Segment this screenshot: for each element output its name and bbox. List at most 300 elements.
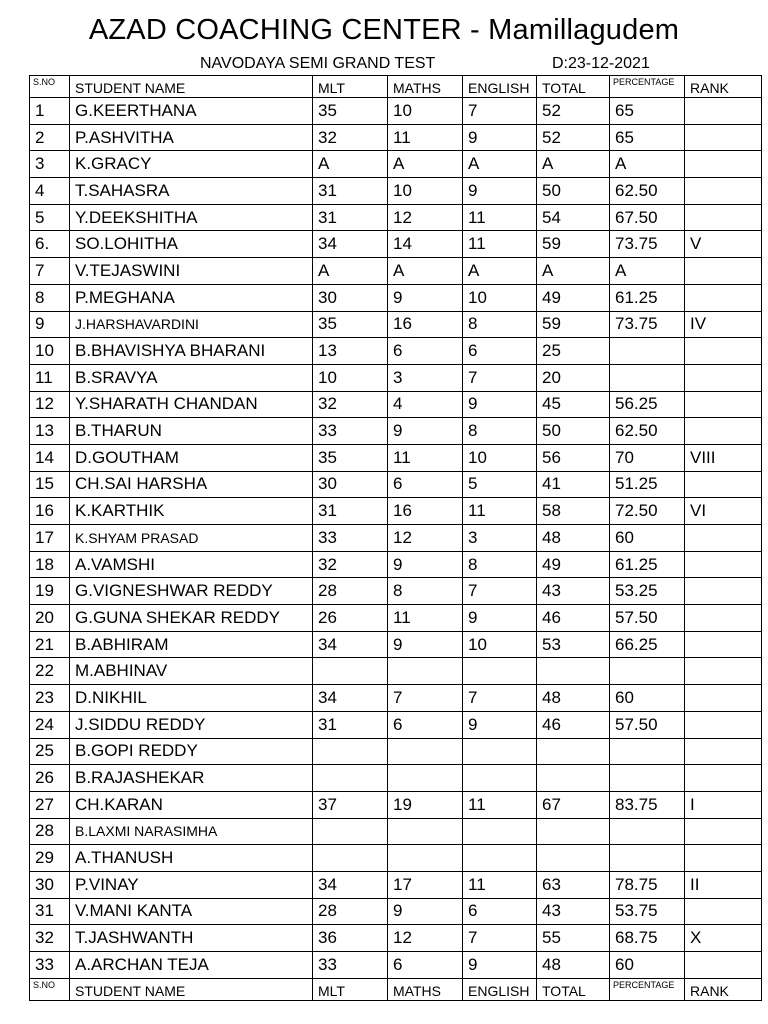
cell-mlt: 33 — [313, 952, 388, 979]
header-total: TOTAL — [537, 76, 610, 98]
cell-sno: 32 — [30, 925, 70, 952]
table-row — [30, 471, 762, 498]
cell-english: 10 — [463, 444, 537, 471]
cell-total — [537, 658, 610, 685]
cell-student-name: M.ABHINAV — [70, 658, 313, 685]
cell-maths: 16 — [388, 311, 463, 338]
cell-total: 63 — [537, 871, 610, 898]
cell-percentage: 60 — [610, 525, 685, 552]
cell-mlt: 35 — [313, 311, 388, 338]
cell-student-name: B.BHAVISHYA BHARANI — [70, 338, 313, 365]
table-row — [30, 418, 762, 445]
cell-sno: 3 — [30, 151, 70, 178]
cell-rank — [685, 204, 762, 231]
cell-english: 10 — [463, 631, 537, 658]
cell-sno: 2 — [30, 124, 70, 151]
cell-total: 49 — [537, 551, 610, 578]
cell-student-name: B.RAJASHEKAR — [70, 765, 313, 792]
cell-mlt — [313, 738, 388, 765]
cell-mlt — [313, 818, 388, 845]
cell-english: 9 — [463, 952, 537, 979]
cell-student-name: P.VINAY — [70, 871, 313, 898]
cell-english: A — [463, 151, 537, 178]
cell-mlt: 28 — [313, 578, 388, 605]
cell-sno: 18 — [30, 551, 70, 578]
cell-student-name: A.ARCHAN TEJA — [70, 952, 313, 979]
table-row — [30, 391, 762, 418]
table-row — [30, 338, 762, 365]
cell-maths: 9 — [388, 631, 463, 658]
cell-percentage: 65 — [610, 98, 685, 125]
cell-maths: 6 — [388, 952, 463, 979]
table-row — [30, 444, 762, 471]
cell-mlt: 33 — [313, 525, 388, 552]
cell-rank: VI — [685, 498, 762, 525]
table-row — [30, 124, 762, 151]
cell-maths: 6 — [388, 711, 463, 738]
cell-rank — [685, 98, 762, 125]
cell-total: 46 — [537, 605, 610, 632]
cell-total: 43 — [537, 578, 610, 605]
table-row — [30, 791, 762, 818]
cell-rank: V — [685, 231, 762, 258]
cell-maths: 4 — [388, 391, 463, 418]
cell-english: 7 — [463, 578, 537, 605]
cell-rank — [685, 578, 762, 605]
header-percentage: PERCENTAGE — [610, 76, 685, 98]
cell-maths: 17 — [388, 871, 463, 898]
cell-maths — [388, 738, 463, 765]
cell-percentage: 57.50 — [610, 605, 685, 632]
cell-percentage: 65 — [610, 124, 685, 151]
cell-student-name: A.THANUSH — [70, 845, 313, 872]
cell-sno: 4 — [30, 178, 70, 205]
cell-sno: 27 — [30, 791, 70, 818]
cell-sno: 16 — [30, 498, 70, 525]
cell-percentage: 73.75 — [610, 311, 685, 338]
table-row — [30, 631, 762, 658]
cell-student-name: Y.SHARATH CHANDAN — [70, 391, 313, 418]
cell-rank — [685, 738, 762, 765]
cell-total: A — [537, 151, 610, 178]
cell-english: 9 — [463, 711, 537, 738]
cell-total: 48 — [537, 952, 610, 979]
cell-maths: 6 — [388, 338, 463, 365]
table-row — [30, 151, 762, 178]
document-title: AZAD COACHING CENTER - Mamillagudem — [88, 14, 680, 46]
cell-sno: 17 — [30, 525, 70, 552]
cell-english: 9 — [463, 178, 537, 205]
cell-rank — [685, 845, 762, 872]
cell-total: 20 — [537, 364, 610, 391]
cell-sno: 20 — [30, 605, 70, 632]
cell-total: 54 — [537, 204, 610, 231]
cell-english: 7 — [463, 98, 537, 125]
table-row — [30, 925, 762, 952]
cell-sno: 15 — [30, 471, 70, 498]
cell-mlt: 30 — [313, 284, 388, 311]
cell-sno: 25 — [30, 738, 70, 765]
cell-english — [463, 765, 537, 792]
table-row — [30, 952, 762, 979]
table-row — [30, 658, 762, 685]
cell-total: 58 — [537, 498, 610, 525]
cell-percentage: 61.25 — [610, 284, 685, 311]
cell-maths: 11 — [388, 124, 463, 151]
cell-maths: 9 — [388, 418, 463, 445]
cell-total — [537, 738, 610, 765]
cell-mlt: 33 — [313, 418, 388, 445]
cell-mlt: 34 — [313, 685, 388, 712]
cell-sno: 29 — [30, 845, 70, 872]
marks-table — [29, 75, 762, 1001]
header-english: ENGLISH — [463, 76, 537, 98]
cell-student-name: K.KARTHIK — [70, 498, 313, 525]
cell-percentage: 72.50 — [610, 498, 685, 525]
cell-total: 48 — [537, 685, 610, 712]
cell-rank: IV — [685, 311, 762, 338]
cell-total: 43 — [537, 898, 610, 925]
cell-english: 6 — [463, 898, 537, 925]
cell-student-name: G.KEERTHANA — [70, 98, 313, 125]
cell-student-name: P.ASHVITHA — [70, 124, 313, 151]
cell-maths: A — [388, 258, 463, 285]
cell-english: 9 — [463, 605, 537, 632]
table-row — [30, 98, 762, 125]
cell-english: 11 — [463, 204, 537, 231]
cell-rank — [685, 711, 762, 738]
cell-student-name: T.JASHWANTH — [70, 925, 313, 952]
test-name: NAVODAYA SEMI GRAND TEST — [200, 55, 436, 72]
table-row — [30, 498, 762, 525]
cell-mlt: 31 — [313, 498, 388, 525]
cell-rank — [685, 952, 762, 979]
cell-maths: 12 — [388, 925, 463, 952]
cell-percentage: 70 — [610, 444, 685, 471]
cell-rank — [685, 898, 762, 925]
cell-english: 11 — [463, 871, 537, 898]
cell-percentage — [610, 338, 685, 365]
cell-maths: 3 — [388, 364, 463, 391]
cell-maths: 9 — [388, 898, 463, 925]
cell-total: 59 — [537, 311, 610, 338]
cell-mlt: 13 — [313, 338, 388, 365]
cell-total — [537, 765, 610, 792]
cell-maths: 7 — [388, 685, 463, 712]
cell-percentage: 73.75 — [610, 231, 685, 258]
cell-percentage — [610, 364, 685, 391]
cell-rank — [685, 258, 762, 285]
cell-english: A — [463, 258, 537, 285]
cell-english: 9 — [463, 124, 537, 151]
cell-english: 9 — [463, 391, 537, 418]
cell-maths: A — [388, 151, 463, 178]
cell-english — [463, 658, 537, 685]
cell-maths — [388, 845, 463, 872]
cell-percentage: 62.50 — [610, 418, 685, 445]
cell-rank — [685, 818, 762, 845]
cell-sno: 21 — [30, 631, 70, 658]
cell-sno: 5 — [30, 204, 70, 231]
table-row — [30, 898, 762, 925]
cell-sno: 33 — [30, 952, 70, 979]
cell-student-name: K.GRACY — [70, 151, 313, 178]
cell-total: 45 — [537, 391, 610, 418]
cell-mlt: 34 — [313, 871, 388, 898]
cell-rank — [685, 284, 762, 311]
cell-student-name: B.ABHIRAM — [70, 631, 313, 658]
cell-sno: 24 — [30, 711, 70, 738]
cell-student-name: B.LAXMI NARASIMHA — [70, 818, 313, 845]
cell-student-name: A.VAMSHI — [70, 551, 313, 578]
cell-total: 67 — [537, 791, 610, 818]
cell-english: 10 — [463, 284, 537, 311]
cell-sno: 1 — [30, 98, 70, 125]
cell-mlt: 10 — [313, 364, 388, 391]
cell-total — [537, 818, 610, 845]
cell-maths: 19 — [388, 791, 463, 818]
cell-sno: 31 — [30, 898, 70, 925]
cell-mlt: 34 — [313, 631, 388, 658]
cell-english: 8 — [463, 418, 537, 445]
cell-percentage — [610, 845, 685, 872]
cell-sno: 8 — [30, 284, 70, 311]
cell-rank — [685, 525, 762, 552]
cell-rank — [685, 551, 762, 578]
cell-mlt: 30 — [313, 471, 388, 498]
cell-mlt: A — [313, 151, 388, 178]
cell-percentage: 67.50 — [610, 204, 685, 231]
cell-mlt: 31 — [313, 204, 388, 231]
cell-percentage: 56.25 — [610, 391, 685, 418]
cell-maths: 8 — [388, 578, 463, 605]
table-row — [30, 204, 762, 231]
table-footer-row — [30, 978, 762, 1000]
cell-rank — [685, 338, 762, 365]
cell-total: 50 — [537, 178, 610, 205]
cell-student-name: V.MANI KANTA — [70, 898, 313, 925]
footer-rank: RANK — [685, 978, 762, 1000]
table-row — [30, 525, 762, 552]
cell-mlt: 32 — [313, 391, 388, 418]
cell-english: 7 — [463, 925, 537, 952]
cell-rank — [685, 364, 762, 391]
cell-rank — [685, 605, 762, 632]
cell-english: 3 — [463, 525, 537, 552]
cell-maths — [388, 765, 463, 792]
table-body — [30, 98, 762, 979]
cell-sno: 28 — [30, 818, 70, 845]
cell-rank: I — [685, 791, 762, 818]
cell-mlt: 31 — [313, 178, 388, 205]
cell-total: 55 — [537, 925, 610, 952]
cell-percentage: 51.25 — [610, 471, 685, 498]
cell-mlt: 34 — [313, 231, 388, 258]
cell-student-name: J.SIDDU REDDY — [70, 711, 313, 738]
footer-total: TOTAL — [537, 978, 610, 1000]
cell-student-name: G.GUNA SHEKAR REDDY — [70, 605, 313, 632]
header-mlt: MLT — [313, 76, 388, 98]
cell-english — [463, 818, 537, 845]
cell-percentage — [610, 738, 685, 765]
cell-sno: 7 — [30, 258, 70, 285]
cell-maths — [388, 658, 463, 685]
cell-maths: 10 — [388, 178, 463, 205]
test-date: D:23-12-2021 — [552, 55, 650, 72]
cell-mlt — [313, 765, 388, 792]
cell-student-name: SO.LOHITHA — [70, 231, 313, 258]
cell-english: 11 — [463, 498, 537, 525]
table-row — [30, 765, 762, 792]
cell-total: 48 — [537, 525, 610, 552]
cell-percentage: 62.50 — [610, 178, 685, 205]
footer-maths: MATHS — [388, 978, 463, 1000]
cell-student-name: CH.KARAN — [70, 791, 313, 818]
cell-student-name: CH.SAI HARSHA — [70, 471, 313, 498]
cell-percentage: 83.75 — [610, 791, 685, 818]
cell-rank — [685, 658, 762, 685]
cell-rank — [685, 178, 762, 205]
cell-sno: 22 — [30, 658, 70, 685]
table-row — [30, 845, 762, 872]
table-row — [30, 311, 762, 338]
cell-sno: 12 — [30, 391, 70, 418]
cell-total — [537, 845, 610, 872]
cell-student-name: T.SAHASRA — [70, 178, 313, 205]
cell-english: 7 — [463, 685, 537, 712]
footer-sno: S.NO — [30, 978, 70, 1000]
cell-sno: 9 — [30, 311, 70, 338]
cell-english: 8 — [463, 311, 537, 338]
table-row — [30, 258, 762, 285]
cell-rank — [685, 124, 762, 151]
cell-percentage — [610, 818, 685, 845]
cell-student-name: D.NIKHIL — [70, 685, 313, 712]
cell-percentage: 53.75 — [610, 898, 685, 925]
table-row — [30, 178, 762, 205]
cell-rank: X — [685, 925, 762, 952]
footer-percentage: PERCENTAGE — [610, 978, 685, 1000]
table-header-row — [30, 76, 762, 98]
cell-maths: 6 — [388, 471, 463, 498]
cell-rank: II — [685, 871, 762, 898]
cell-total: 52 — [537, 124, 610, 151]
cell-percentage — [610, 658, 685, 685]
cell-student-name: Y.DEEKSHITHA — [70, 204, 313, 231]
table-row — [30, 231, 762, 258]
cell-total: 49 — [537, 284, 610, 311]
cell-percentage: A — [610, 151, 685, 178]
cell-mlt: 37 — [313, 791, 388, 818]
cell-maths: 11 — [388, 605, 463, 632]
cell-mlt: 26 — [313, 605, 388, 632]
cell-maths: 14 — [388, 231, 463, 258]
header-maths: MATHS — [388, 76, 463, 98]
cell-mlt: 36 — [313, 925, 388, 952]
cell-maths: 16 — [388, 498, 463, 525]
table-row — [30, 871, 762, 898]
cell-percentage: 68.75 — [610, 925, 685, 952]
cell-sno: 11 — [30, 364, 70, 391]
table-row — [30, 685, 762, 712]
cell-mlt — [313, 658, 388, 685]
cell-sno: 14 — [30, 444, 70, 471]
cell-student-name: J.HARSHAVARDINI — [70, 311, 313, 338]
footer-english: ENGLISH — [463, 978, 537, 1000]
table-row — [30, 605, 762, 632]
cell-rank — [685, 685, 762, 712]
table-row — [30, 711, 762, 738]
cell-percentage: 78.75 — [610, 871, 685, 898]
table-row — [30, 364, 762, 391]
cell-percentage: 57.50 — [610, 711, 685, 738]
cell-sno: 13 — [30, 418, 70, 445]
cell-rank — [685, 391, 762, 418]
cell-student-name: K.SHYAM PRASAD — [70, 525, 313, 552]
cell-mlt: 35 — [313, 98, 388, 125]
cell-rank — [685, 631, 762, 658]
cell-student-name: G.VIGNESHWAR REDDY — [70, 578, 313, 605]
table-row — [30, 551, 762, 578]
cell-total: 59 — [537, 231, 610, 258]
cell-total: A — [537, 258, 610, 285]
table-row — [30, 738, 762, 765]
cell-maths: 12 — [388, 525, 463, 552]
cell-mlt: 31 — [313, 711, 388, 738]
cell-total: 56 — [537, 444, 610, 471]
cell-total: 41 — [537, 471, 610, 498]
table-row — [30, 818, 762, 845]
cell-maths: 11 — [388, 444, 463, 471]
cell-sno: 30 — [30, 871, 70, 898]
cell-english — [463, 845, 537, 872]
cell-maths — [388, 818, 463, 845]
table-row — [30, 284, 762, 311]
cell-mlt: 32 — [313, 124, 388, 151]
cell-percentage: A — [610, 258, 685, 285]
cell-rank — [685, 418, 762, 445]
cell-student-name: D.GOUTHAM — [70, 444, 313, 471]
cell-english: 6 — [463, 338, 537, 365]
cell-maths: 9 — [388, 551, 463, 578]
cell-english: 8 — [463, 551, 537, 578]
cell-rank — [685, 471, 762, 498]
cell-sno: 10 — [30, 338, 70, 365]
cell-sno: 23 — [30, 685, 70, 712]
cell-student-name: B.THARUN — [70, 418, 313, 445]
cell-sno: 19 — [30, 578, 70, 605]
cell-student-name: P.MEGHANA — [70, 284, 313, 311]
cell-maths: 10 — [388, 98, 463, 125]
cell-total: 25 — [537, 338, 610, 365]
header-rank: RANK — [685, 76, 762, 98]
cell-total: 46 — [537, 711, 610, 738]
cell-maths: 12 — [388, 204, 463, 231]
cell-english: 7 — [463, 364, 537, 391]
cell-mlt: 32 — [313, 551, 388, 578]
cell-mlt: A — [313, 258, 388, 285]
cell-english: 11 — [463, 231, 537, 258]
cell-rank — [685, 765, 762, 792]
cell-percentage: 66.25 — [610, 631, 685, 658]
cell-total: 52 — [537, 98, 610, 125]
cell-english: 5 — [463, 471, 537, 498]
footer-mlt: MLT — [313, 978, 388, 1000]
cell-percentage: 53.25 — [610, 578, 685, 605]
cell-english: 11 — [463, 791, 537, 818]
cell-percentage: 61.25 — [610, 551, 685, 578]
cell-mlt: 35 — [313, 444, 388, 471]
